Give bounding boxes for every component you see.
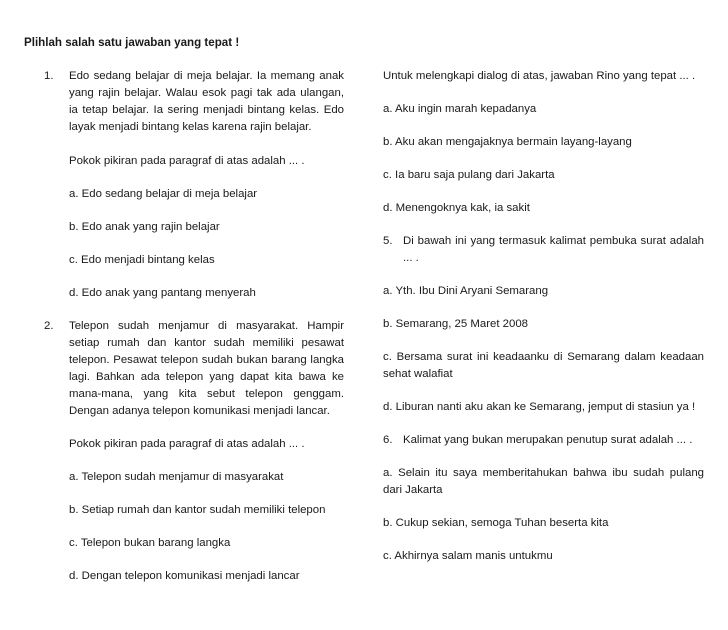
question-paragraph: Telepon sudah menjamur di masyarakat. Hampir setiap rumah dan kantor sudah memiliki pesawat telepon. Pesawat telepon sudah bukan barang langka lagi. Bahkan ada telepon yang dapat kita bawa ke mana-mana, yang kita sebut telepon genggam. Dengan adanya telepon komunikasi menjadi lancar. — [69, 320, 344, 417]
instruction-heading: Plihlah salah satu jawaban yang tepat ! — [24, 36, 240, 49]
question-5 — [383, 233, 704, 267]
option-b: b. Edo anak yang rajin belajar — [69, 221, 220, 233]
option-d: d. Liburan nanti aku akan ke Semarang, jemput di stasiun ya ! — [383, 401, 696, 413]
option-a: a. Aku ingin marah kepadanya — [383, 103, 537, 115]
question-2 — [44, 318, 344, 420]
option-b: b. Aku akan mengajaknya bermain layang-layang — [383, 136, 632, 148]
question-paragraph: Kalimat yang bukan merupakan penutup surat adalah ... . — [403, 434, 693, 446]
option-d: d. Edo anak yang pantang menyerah — [69, 287, 256, 299]
question-6 — [383, 432, 704, 449]
question-number: 2. — [44, 320, 54, 332]
option-a: a. Selain itu saya memberitahukan bahwa ibu sudah pulang dari Jakarta — [383, 467, 704, 496]
option-c: c. Edo menjadi bintang kelas — [69, 254, 215, 266]
question-prompt: Pokok pikiran pada paragraf di atas adalah ... . — [69, 155, 305, 167]
option-c: c. Telepon bukan barang langka — [69, 537, 231, 549]
question-4-continuation: Untuk melengkapi dialog di atas, jawaban Rino yang tepat ... . — [383, 70, 696, 82]
question-1 — [44, 68, 344, 136]
option-a: a. Telepon sudah menjamur di masyarakat — [69, 471, 284, 483]
option-c: c. Akhirnya salam manis untukmu — [383, 550, 553, 562]
option-b: b. Setiap rumah dan kantor sudah memiliki telepon — [69, 504, 326, 516]
option-d: d. Menengoknya kak, ia sakit — [383, 202, 530, 214]
option-b: b. Cukup sekian, semoga Tuhan beserta kita — [383, 517, 609, 529]
question-paragraph: Di bawah ini yang termasuk kalimat pembuka surat adalah ... . — [403, 235, 704, 264]
option-a: a. Edo sedang belajar di meja belajar — [69, 188, 258, 200]
question-number: 1. — [44, 70, 54, 82]
right-column — [383, 68, 704, 565]
left-column — [44, 68, 344, 585]
question-prompt: Pokok pikiran pada paragraf di atas adalah ... . — [69, 438, 305, 450]
option-d: d. Dengan telepon komunikasi menjadi lancar — [69, 570, 300, 582]
option-c: c. Ia baru saja pulang dari Jakarta — [383, 169, 555, 181]
question-number: 5. — [383, 235, 393, 247]
option-c: c. Bersama surat ini keadaanku di Semarang dalam keadaan sehat walafiat — [383, 351, 704, 380]
option-a: a. Yth. Ibu Dini Aryani Semarang — [383, 285, 549, 297]
option-b: b. Semarang, 25 Maret 2008 — [383, 318, 529, 330]
question-number: 6. — [383, 434, 393, 446]
question-paragraph: Edo sedang belajar di meja belajar. Ia memang anak yang rajin belajar. Walau esok pagi tak ada ulangan, ia tetap belajar. Ia sering menjadi bintang kelas. Edo layak menjadi bintang kelas karena rajin belajar. — [69, 70, 344, 133]
